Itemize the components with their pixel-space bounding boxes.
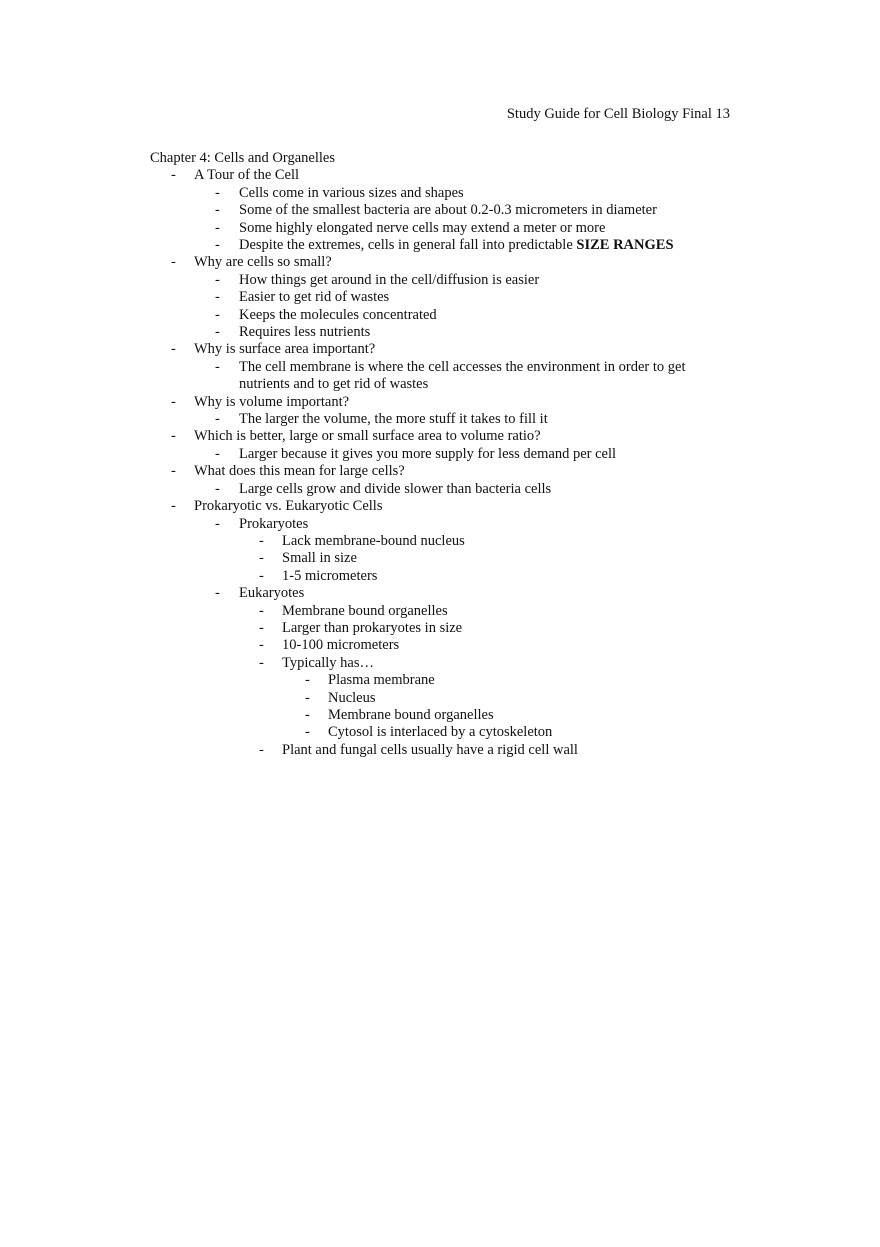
list-item (150, 655, 750, 672)
page-header: Study Guide for Cell Biology Final 13 (506, 106, 730, 122)
subtopic-prokaryotes (150, 516, 750, 586)
item-text: Membrane bound organelles (328, 706, 494, 723)
bullet-dash: - (259, 550, 264, 567)
bullet-dash: - (215, 237, 220, 254)
list-item (150, 498, 750, 515)
topic-prok-euk (150, 498, 750, 759)
bullet-dash: - (215, 219, 220, 236)
list-item (150, 254, 750, 271)
item-text-prefix: Despite the extremes, cells in general fall into predictable (239, 237, 577, 254)
list-item (150, 220, 750, 237)
list-item (150, 742, 750, 759)
outline (150, 150, 750, 759)
bullet-dash: - (259, 602, 264, 619)
bullet-dash: - (215, 358, 220, 375)
subtopic-eukaryotes (150, 585, 750, 759)
list-item (150, 568, 750, 585)
bullet-dash: - (259, 637, 264, 654)
item-text: Requires less nutrients (239, 324, 371, 341)
bullet-dash: - (215, 480, 220, 497)
topic-title: Prokaryotic vs. Eukaryotic Cells (194, 498, 383, 515)
item-text: The cell membrane is where the cell accesses the environment in order to get nutrients and to get rid of wastes (239, 358, 686, 393)
item-text: Plasma membrane (328, 672, 435, 689)
topic-large-cells (150, 463, 750, 498)
topic-ratio (150, 428, 750, 463)
list-item (150, 533, 750, 550)
bullet-dash: - (171, 428, 176, 445)
list-item (150, 237, 750, 254)
item-text: Lack membrane-bound nucleus (282, 532, 465, 549)
list-item (150, 481, 750, 498)
bullet-dash: - (215, 445, 220, 462)
list-item (150, 202, 750, 219)
bullet-dash: - (215, 271, 220, 288)
bullet-dash: - (259, 619, 264, 636)
list-item (150, 463, 750, 480)
item-text: Nucleus (328, 689, 376, 706)
list-item (150, 603, 750, 620)
bullet-dash: - (215, 411, 220, 428)
list-item (150, 672, 750, 689)
list-item (150, 167, 750, 184)
item-text (239, 237, 750, 254)
chapter-title: Chapter 4: Cells and Organelles (150, 150, 335, 166)
list-item (150, 637, 750, 654)
item-text: Cytosol is interlaced by a cytoskeleton (328, 724, 553, 741)
topic-tour (150, 167, 750, 254)
bullet-dash: - (215, 306, 220, 323)
bullet-dash: - (171, 498, 176, 515)
topic-title: Why are cells so small? (194, 254, 332, 271)
item-text: Larger because it gives you more supply for less demand per cell (239, 445, 617, 462)
bullet-dash: - (305, 706, 310, 723)
item-text: Some of the smallest bacteria are about 0.2-0.3 micrometers in diameter (239, 202, 657, 219)
list-item (150, 359, 750, 394)
list-item (150, 707, 750, 724)
item-text: Large cells grow and divide slower than bacteria cells (239, 480, 552, 497)
bullet-dash: - (259, 741, 264, 758)
list-item (150, 289, 750, 306)
bullet-dash: - (171, 341, 176, 358)
emphasis-text: SIZE RANGES (576, 237, 674, 254)
list-item (150, 411, 750, 428)
subtopic-title: Eukaryotes (239, 585, 305, 602)
item-text: Cells come in various sizes and shapes (239, 184, 464, 201)
topic-title: Why is surface area important? (194, 341, 376, 358)
item-text: Membrane bound organelles (282, 602, 448, 619)
list-item (150, 724, 750, 741)
list-item (150, 446, 750, 463)
bullet-dash: - (215, 585, 220, 602)
list-item (150, 516, 750, 533)
bullet-dash: - (215, 202, 220, 219)
subtopic-typically-has (150, 655, 750, 742)
topic-title: What does this mean for large cells? (194, 463, 405, 480)
bullet-dash: - (259, 654, 264, 671)
bullet-dash: - (259, 532, 264, 549)
item-text: Larger than prokaryotes in size (282, 619, 463, 636)
item-text: 10-100 micrometers (282, 637, 400, 654)
bullet-dash: - (215, 184, 220, 201)
topic-title: Why is volume important? (194, 393, 350, 410)
bullet-dash: - (171, 167, 176, 184)
level-1-list (150, 167, 750, 759)
item-text: Typically has… (282, 654, 375, 671)
item-text: How things get around in the cell/diffusion is easier (239, 271, 540, 288)
bullet-dash: - (305, 672, 310, 689)
topic-title: A Tour of the Cell (194, 167, 300, 184)
bullet-dash: - (305, 724, 310, 741)
item-text: 1-5 micrometers (282, 567, 378, 584)
list-item (150, 428, 750, 445)
bullet-dash: - (305, 689, 310, 706)
list-item (150, 341, 750, 358)
bullet-dash: - (171, 254, 176, 271)
list-item (150, 272, 750, 289)
topic-volume (150, 394, 750, 429)
item-text: The larger the volume, the more stuff it takes to fill it (239, 411, 548, 428)
list-item (150, 585, 750, 602)
bullet-dash: - (259, 567, 264, 584)
item-text: Plant and fungal cells usually have a rigid cell wall (282, 741, 578, 758)
list-item (150, 690, 750, 707)
list-item (150, 394, 750, 411)
list-item (150, 185, 750, 202)
bullet-dash: - (215, 289, 220, 306)
topic-small (150, 254, 750, 341)
item-text: Small in size (282, 550, 357, 567)
item-text: Some highly elongated nerve cells may extend a meter or more (239, 219, 606, 236)
subtopic-title: Prokaryotes (239, 515, 309, 532)
list-item (150, 307, 750, 324)
bullet-dash: - (171, 463, 176, 480)
bullet-dash: - (171, 393, 176, 410)
bullet-dash: - (215, 515, 220, 532)
topic-title: Which is better, large or small surface area to volume ratio? (194, 428, 541, 445)
item-text: Easier to get rid of wastes (239, 289, 390, 306)
bullet-dash: - (215, 324, 220, 341)
topic-surface-area (150, 341, 750, 393)
item-text: Keeps the molecules concentrated (239, 306, 437, 323)
list-item (150, 620, 750, 637)
list-item (150, 550, 750, 567)
list-item (150, 324, 750, 341)
